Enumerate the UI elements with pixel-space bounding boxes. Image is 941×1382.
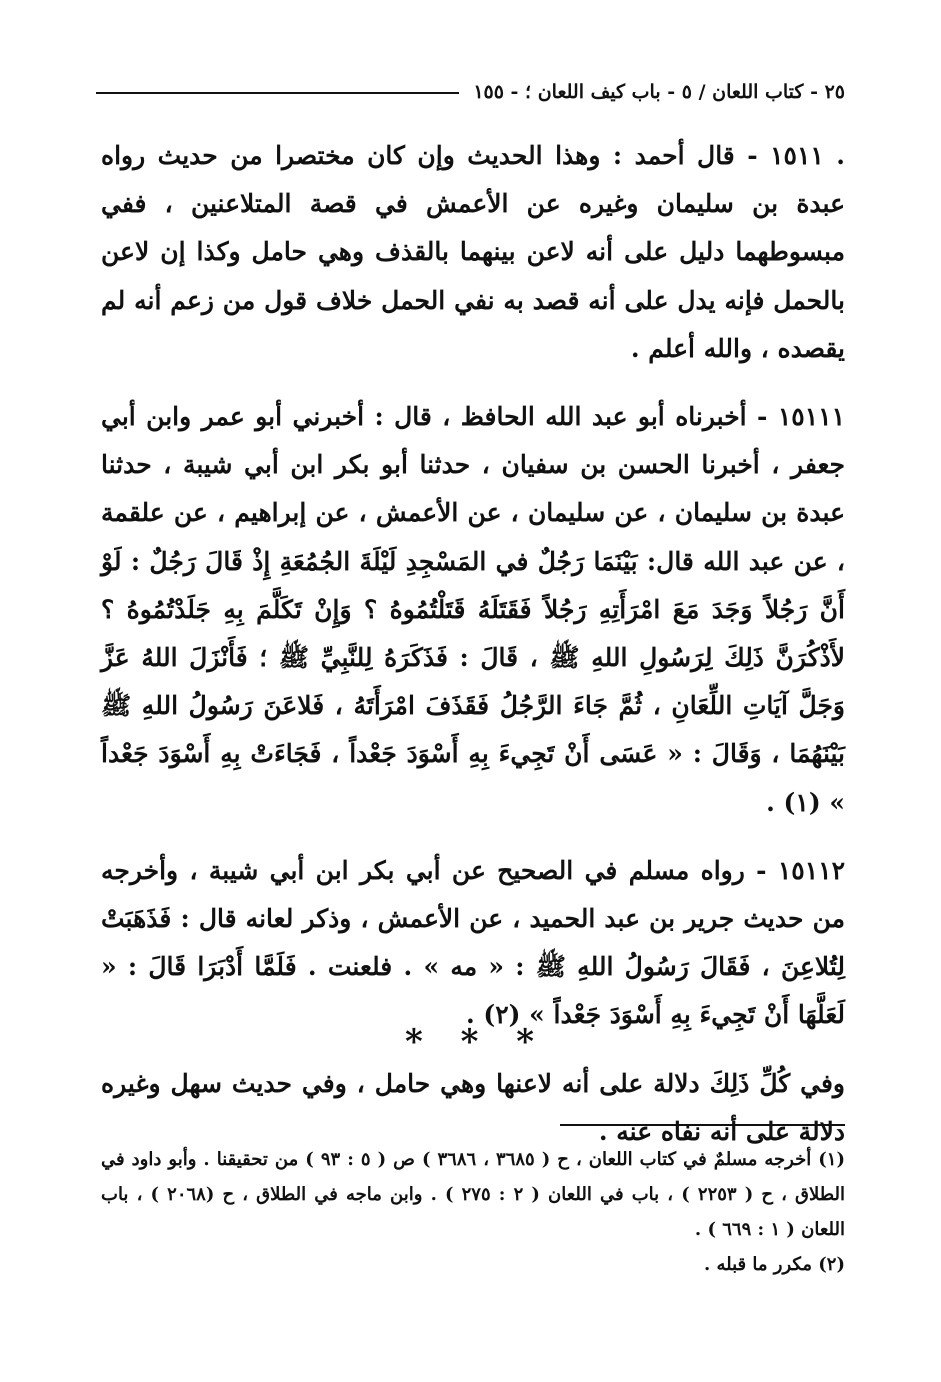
footnotes	[101, 1142, 845, 1282]
section-separator: * * *	[404, 1022, 536, 1062]
main-text	[101, 132, 845, 1176]
paragraph-15111: ١٥١١١ - أخبرناه أبو عبد الله الحافظ ، قال : أخبرني أبو عمر وابن أبي جعفر ، أخبرنا الحسن بن سفيان ، حدثنا أبو بكر ابن أبي شيبة ، حدثنا عبدة بن سليمان ، عن سليمان ، عن الأعمش ، عن إبراهيم ، عن علقمة ، عن عبد الله قال: بَيْنَمَا رَجُلٌ في المَسْجِدِ لَيْلَةَ الجُمُعَةِ إِذْ قَالَ رَجُلٌ : لَوْ أَنَّ رَجُلاً وَجَدَ مَعَ امْرَأَتِهِ رَجُلاً فَقَتَلَهُ قَتَلْتُمُوهُ ؟ وَإِنْ تَكَلَّمَ بِهِ جَلَدْتُمُوهُ ؟ لأَذْكُرَنَّ ذَلِكَ لِرَسُولِ اللهِ ﷺ ، قَالَ : فَذَكَرَهُ لِلنَّبِيِّ ﷺ ؛ فَأَنْزَلَ اللهُ عَزَّ وَجَلَّ آيَاتِ اللِّعَانِ ، ثُمَّ جَاءَ الرَّجُلُ فَقَذَفَ امْرَأَتَهُ ، فَلاعَنَ رَسُولُ اللهِ ﷺ بَيْنَهُمَا ، وَقَالَ : « عَسَى أَنْ تَجِيءَ بِهِ أَسْوَدَ جَعْداً ، فَجَاءَتْ بِهِ أَسْوَدَ جَعْداً » (١) .	[101, 402, 845, 817]
paragraph-conclusion: وفي كُلِّ ذَلِكَ دلالة على أنه لاعنها وهي حامل ، وفي حديث سهل وغيره دلالة على أنه نفاه عنه .	[101, 1068, 845, 1146]
paragraph-15112: ١٥١١٢ - رواه مسلم في الصحيح عن أبي بكر ابن أبي شيبة ، وأخرجه من حديث جرير بن عبد الحميد ، عن الأعمش ، وذكر لعانه قال : فَذَهَبَتْ لِتُلاعِنَ ، فَقَالَ رَسُولُ اللهِ ﷺ : « مه » . فلعنت . فَلَمَّا أَدْبَرَا قَالَ : « لَعَلَّهَا أَنْ تَجِيءَ بِهِ أَسْوَدَ جَعْداً » (٢) .	[101, 855, 845, 1030]
footnote-2: (٢) مكرر ما قبله .	[703, 1254, 845, 1275]
paragraph-15110: . ١٥١١ - قال أحمد : وهذا الحديث وإن كان مختصرا من حديث رواه عبدة بن سليمان وغيره عن الأعمش في قصة المتلاعنين ، ففي مبسوطهما دليل على أنه لاعن بينهما بالقذف وهي حامل وكذا إن لاعن بالحمل فإنه يدل على أنه قصد به نفي الحمل خلاف قول من زعم أنه لم يقصده ، والله أعلم .	[101, 141, 845, 363]
running-header	[96, 74, 845, 110]
running-title: ٢٥ - كتاب اللعان / ٥ - باب كيف اللعان ؛ - ١٥٥	[473, 81, 845, 103]
footnote-rule	[560, 1124, 845, 1126]
footnote-1: (١) أخرجه مسلمٌ في كتاب اللعان ، ح ( ٣٦٨٥ ، ٣٦٨٦ ) ص ( ٥ : ٩٣ ) من تحقيقنا . وأبو داود في الطلاق ، ح ( ٢٢٥٣ ) ، باب في اللعان ( ٢ : ٢٧٥ ) . وابن ماجه في الطلاق ، ح (٢٠٦٨ ) ، باب اللعان ( ١ : ٦٦٩ ) .	[101, 1149, 846, 1240]
header-rule	[96, 92, 459, 94]
